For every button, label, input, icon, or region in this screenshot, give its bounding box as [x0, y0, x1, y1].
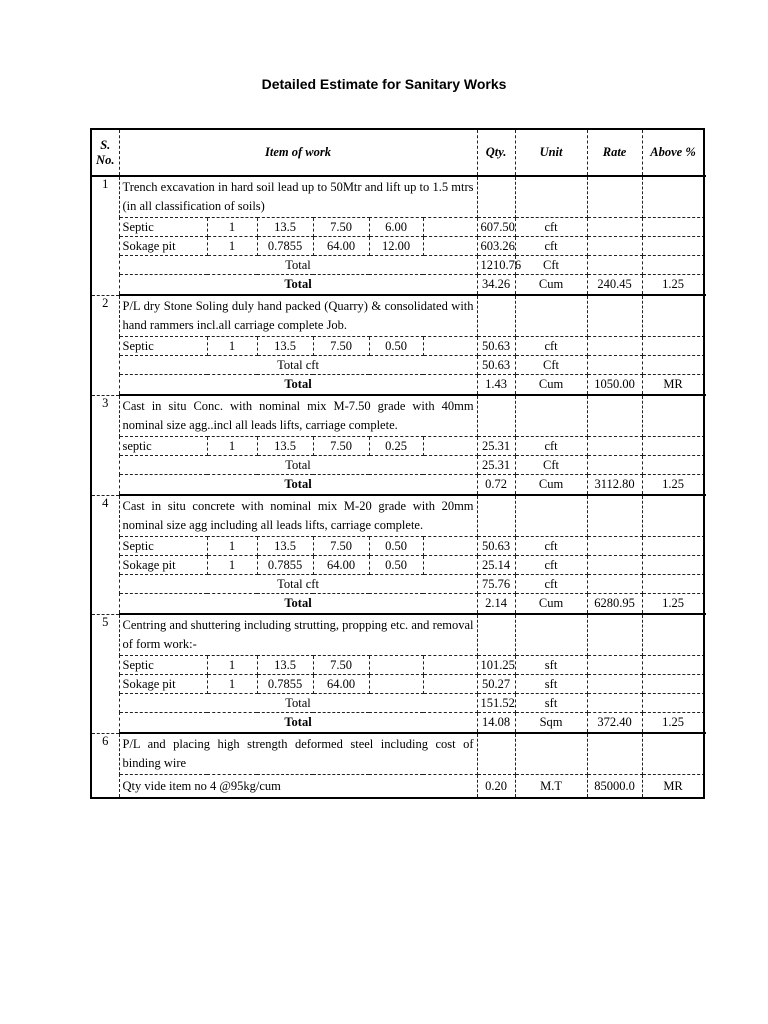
measurement-length: 13.5: [257, 537, 313, 556]
empty-cell: [587, 456, 642, 475]
empty-cell: [587, 656, 642, 675]
empty-cell: [587, 575, 642, 594]
measurement-unit: cft: [515, 218, 587, 237]
measurement-name: Septic: [119, 218, 207, 237]
serial-number: 5: [91, 614, 119, 733]
subtotal-unit: Cft: [515, 356, 587, 375]
total-unit: Cum: [515, 594, 587, 615]
measurement-row: [91, 337, 704, 356]
item-description-row: [91, 614, 704, 656]
total-qty: 2.14: [477, 594, 515, 615]
quantity-unit: M.T: [515, 775, 587, 799]
empty-cell: [477, 495, 515, 537]
serial-number: 1: [91, 176, 119, 295]
measurement-length: 0.7855: [257, 237, 313, 256]
empty-cell: [423, 556, 477, 575]
empty-cell: [642, 495, 704, 537]
empty-cell: [642, 437, 704, 456]
serial-number: 2: [91, 295, 119, 395]
serial-number: 6: [91, 733, 119, 798]
serial-number: 4: [91, 495, 119, 614]
total-row: [91, 594, 704, 615]
measurement-depth: 0.50: [369, 337, 423, 356]
empty-cell: [642, 237, 704, 256]
measurement-qty: 25.31: [477, 437, 515, 456]
empty-cell: [587, 675, 642, 694]
empty-cell: [477, 614, 515, 656]
header-item-of-work: Item of work: [119, 129, 477, 176]
empty-cell: [587, 337, 642, 356]
total-row: [91, 475, 704, 496]
empty-cell: [423, 537, 477, 556]
subtotal-unit: Cft: [515, 256, 587, 275]
measurement-nos: 1: [207, 537, 257, 556]
measurement-breadth: 64.00: [313, 237, 369, 256]
empty-cell: [515, 495, 587, 537]
measurement-qty: 50.63: [477, 537, 515, 556]
empty-cell: [642, 456, 704, 475]
empty-cell: [587, 437, 642, 456]
measurement-breadth: 64.00: [313, 675, 369, 694]
measurement-name: Septic: [119, 337, 207, 356]
subtotal-unit: Cft: [515, 456, 587, 475]
item-description: P/L and placing high strength deformed steel including cost of binding wire: [119, 733, 477, 775]
measurement-row: [91, 675, 704, 694]
total-above-percent: 1.25: [642, 594, 704, 615]
measurement-length: 0.7855: [257, 675, 313, 694]
header-sno: S. No.: [91, 129, 119, 176]
empty-cell: [587, 556, 642, 575]
item-description: P/L dry Stone Soling duly hand packed (Quarry) & consolidated with hand rammers incl.all carriage complete Job.: [119, 295, 477, 337]
empty-cell: [642, 537, 704, 556]
item-description: Centring and shuttering including strutting, propping etc. and removal of form work:-: [119, 614, 477, 656]
empty-cell: [587, 395, 642, 437]
empty-cell: [587, 237, 642, 256]
subtotal-row: [91, 456, 704, 475]
measurement-row: [91, 537, 704, 556]
measurement-depth: 0.50: [369, 556, 423, 575]
empty-cell: [515, 733, 587, 775]
measurement-unit: cft: [515, 537, 587, 556]
subtotal-qty: 50.63: [477, 356, 515, 375]
item-description: Cast in situ Conc. with nominal mix M-7.50 grade with 40mm nominal size agg..incl all leads lifts, carriage complete.: [119, 395, 477, 437]
empty-cell: [642, 733, 704, 775]
header-rate: Rate: [587, 129, 642, 176]
item-description-row: [91, 295, 704, 337]
total-row: [91, 713, 704, 734]
total-above-percent: 1.25: [642, 275, 704, 296]
measurement-length: 13.5: [257, 218, 313, 237]
empty-cell: [515, 614, 587, 656]
total-qty: 1.43: [477, 375, 515, 396]
subtotal-unit: sft: [515, 694, 587, 713]
subtotal-unit: cft: [515, 575, 587, 594]
empty-cell: [477, 176, 515, 218]
measurement-row: [91, 218, 704, 237]
empty-cell: [642, 176, 704, 218]
total-above-percent: MR: [642, 375, 704, 396]
header-row: [91, 129, 704, 176]
total-qty: 0.72: [477, 475, 515, 496]
empty-cell: [587, 176, 642, 218]
measurement-row: [91, 556, 704, 575]
measurement-row: [91, 237, 704, 256]
measurement-name: Sokage pit: [119, 237, 207, 256]
measurement-depth: [369, 656, 423, 675]
measurement-name: Septic: [119, 537, 207, 556]
subtotal-row: [91, 575, 704, 594]
empty-cell: [642, 614, 704, 656]
measurement-name: septic: [119, 437, 207, 456]
measurement-nos: 1: [207, 218, 257, 237]
total-label: Total: [119, 475, 477, 496]
empty-cell: [587, 733, 642, 775]
empty-cell: [477, 295, 515, 337]
subtotal-label: Total: [119, 694, 477, 713]
item-description-row: [91, 733, 704, 775]
empty-cell: [642, 356, 704, 375]
empty-cell: [642, 575, 704, 594]
empty-cell: [587, 614, 642, 656]
measurement-name: Sokage pit: [119, 556, 207, 575]
item-description: Trench excavation in hard soil lead up to 50Mtr and lift up to 1.5 mtrs (in all classification of soils): [119, 176, 477, 218]
quantity-row: [91, 775, 704, 799]
total-row: [91, 375, 704, 396]
measurement-unit: cft: [515, 556, 587, 575]
total-label: Total: [119, 594, 477, 615]
subtotal-qty: 151.52: [477, 694, 515, 713]
measurement-depth: 0.50: [369, 537, 423, 556]
quantity-qty: 0.20: [477, 775, 515, 799]
empty-cell: [423, 237, 477, 256]
total-rate: 1050.00: [587, 375, 642, 396]
total-row: [91, 275, 704, 296]
empty-cell: [423, 437, 477, 456]
quantity-rate: 85000.0: [587, 775, 642, 799]
subtotal-label: Total: [119, 256, 477, 275]
measurement-name: Septic: [119, 656, 207, 675]
estimate-table: [90, 128, 705, 799]
empty-cell: [515, 395, 587, 437]
empty-cell: [642, 694, 704, 713]
measurement-depth: 0.25: [369, 437, 423, 456]
empty-cell: [587, 356, 642, 375]
measurement-nos: 1: [207, 556, 257, 575]
empty-cell: [477, 733, 515, 775]
empty-cell: [423, 656, 477, 675]
measurement-unit: cft: [515, 237, 587, 256]
estimate-body: [91, 176, 704, 798]
empty-cell: [642, 218, 704, 237]
total-qty: 14.08: [477, 713, 515, 734]
measurement-qty: 50.63: [477, 337, 515, 356]
measurement-length: 0.7855: [257, 556, 313, 575]
measurement-qty: 101.25: [477, 656, 515, 675]
subtotal-label: Total: [119, 456, 477, 475]
empty-cell: [423, 337, 477, 356]
empty-cell: [515, 176, 587, 218]
item-description-row: [91, 395, 704, 437]
empty-cell: [587, 537, 642, 556]
empty-cell: [642, 337, 704, 356]
subtotal-row: [91, 694, 704, 713]
subtotal-row: [91, 256, 704, 275]
total-label: Total: [119, 375, 477, 396]
measurement-breadth: 7.50: [313, 537, 369, 556]
measurement-row: [91, 656, 704, 675]
empty-cell: [642, 295, 704, 337]
measurement-qty: 607.50: [477, 218, 515, 237]
measurement-qty: 25.14: [477, 556, 515, 575]
total-label: Total: [119, 275, 477, 296]
subtotal-label: Total cft: [119, 356, 477, 375]
measurement-length: 13.5: [257, 656, 313, 675]
empty-cell: [587, 495, 642, 537]
item-description: Cast in situ concrete with nominal mix M-20 grade with 20mm nominal size agg including all leads lifts, carriage complete.: [119, 495, 477, 537]
empty-cell: [642, 675, 704, 694]
empty-cell: [515, 295, 587, 337]
measurement-breadth: 7.50: [313, 218, 369, 237]
measurement-unit: cft: [515, 437, 587, 456]
total-unit: Cum: [515, 475, 587, 496]
empty-cell: [587, 256, 642, 275]
measurement-length: 13.5: [257, 337, 313, 356]
total-rate: 3112.80: [587, 475, 642, 496]
measurement-qty: 50.27: [477, 675, 515, 694]
measurement-name: Sokage pit: [119, 675, 207, 694]
measurement-length: 13.5: [257, 437, 313, 456]
subtotal-qty: 75.76: [477, 575, 515, 594]
measurement-breadth: 7.50: [313, 656, 369, 675]
subtotal-qty: 1210.76: [477, 256, 515, 275]
subtotal-row: [91, 356, 704, 375]
empty-cell: [587, 694, 642, 713]
measurement-nos: 1: [207, 656, 257, 675]
measurement-row: [91, 437, 704, 456]
empty-cell: [423, 675, 477, 694]
subtotal-label: Total cft: [119, 575, 477, 594]
header-unit: Unit: [515, 129, 587, 176]
measurement-breadth: 7.50: [313, 337, 369, 356]
measurement-breadth: 64.00: [313, 556, 369, 575]
total-above-percent: 1.25: [642, 713, 704, 734]
measurement-nos: 1: [207, 337, 257, 356]
measurement-unit: sft: [515, 656, 587, 675]
header-qty: Qty.: [477, 129, 515, 176]
measurement-unit: sft: [515, 675, 587, 694]
page-title: Detailed Estimate for Sanitary Works: [261, 76, 507, 92]
empty-cell: [642, 256, 704, 275]
measurement-qty: 603.26: [477, 237, 515, 256]
total-label: Total: [119, 713, 477, 734]
empty-cell: [642, 395, 704, 437]
total-rate: 6280.95: [587, 594, 642, 615]
total-unit: Sqm: [515, 713, 587, 734]
measurement-nos: 1: [207, 437, 257, 456]
measurement-depth: 6.00: [369, 218, 423, 237]
measurement-nos: 1: [207, 237, 257, 256]
measurement-depth: 12.00: [369, 237, 423, 256]
total-qty: 34.26: [477, 275, 515, 296]
total-unit: Cum: [515, 375, 587, 396]
item-description-row: [91, 495, 704, 537]
total-above-percent: 1.25: [642, 475, 704, 496]
measurement-nos: 1: [207, 675, 257, 694]
total-rate: 240.45: [587, 275, 642, 296]
subtotal-qty: 25.31: [477, 456, 515, 475]
header-above-percent: Above %: [642, 129, 704, 176]
measurement-breadth: 7.50: [313, 437, 369, 456]
empty-cell: [587, 218, 642, 237]
total-unit: Cum: [515, 275, 587, 296]
total-rate: 372.40: [587, 713, 642, 734]
empty-cell: [477, 395, 515, 437]
measurement-unit: cft: [515, 337, 587, 356]
quantity-label: Qty vide item no 4 @95kg/cum: [119, 775, 477, 799]
empty-cell: [642, 656, 704, 675]
serial-number: 3: [91, 395, 119, 495]
item-description-row: [91, 176, 704, 218]
measurement-depth: [369, 675, 423, 694]
empty-cell: [423, 218, 477, 237]
empty-cell: [642, 556, 704, 575]
empty-cell: [587, 295, 642, 337]
quantity-above-percent: MR: [642, 775, 704, 799]
